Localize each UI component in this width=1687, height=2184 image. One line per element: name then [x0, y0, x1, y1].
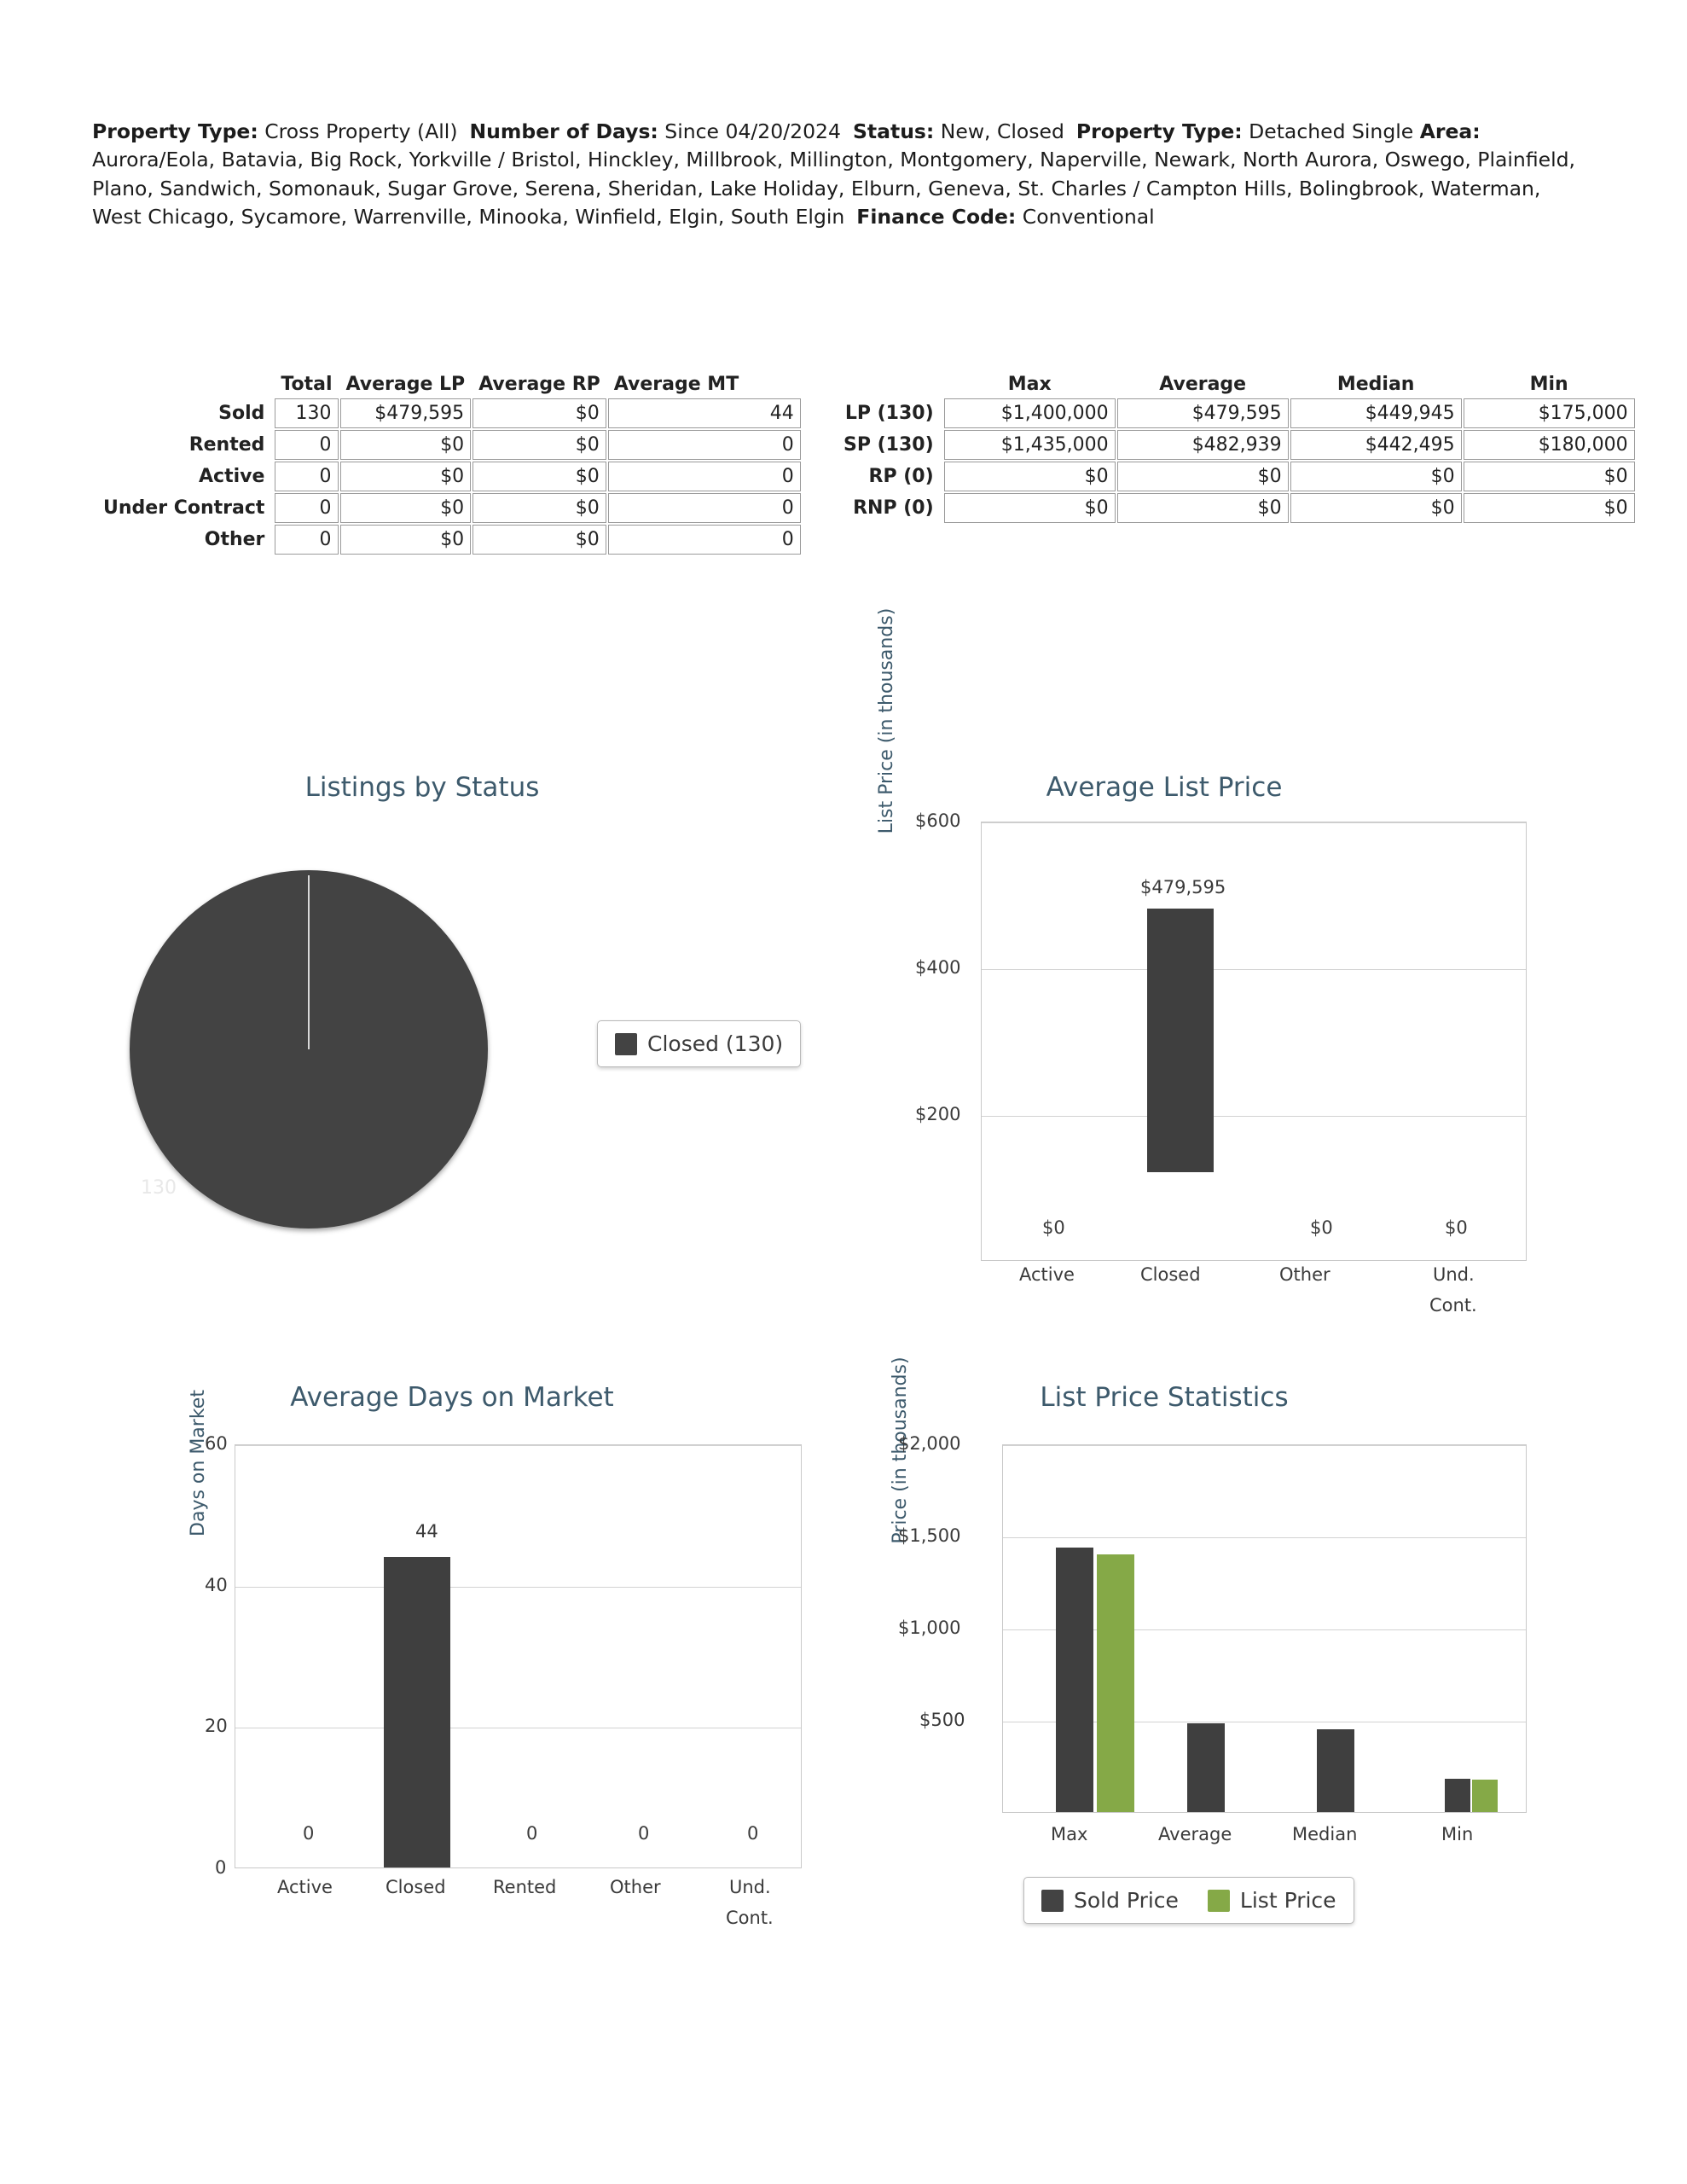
value-label-other-alp: $0	[1310, 1217, 1333, 1238]
xtick-undcont-dom-line1: Und.	[729, 1877, 771, 1897]
rp-min: $0	[1464, 462, 1635, 491]
value-label-closed-dom: 44	[415, 1521, 438, 1542]
ytick-1500: $1,500	[898, 1525, 961, 1546]
col-max: Max	[1007, 374, 1052, 395]
gridline-40	[235, 1587, 801, 1588]
active-total: 0	[275, 462, 338, 491]
under-contract-avg-mt: 0	[608, 493, 801, 523]
rp-median: $0	[1290, 462, 1462, 491]
status-summary-table	[96, 369, 803, 556]
sold-total: 130	[275, 398, 338, 428]
ytick-0: 0	[215, 1857, 227, 1878]
row-label-lp: LP (130)	[844, 403, 934, 424]
lp-median: $449,945	[1290, 398, 1462, 428]
col-min: Min	[1529, 374, 1568, 395]
xtick-other-alp: Other	[1279, 1264, 1330, 1285]
bar-median-sold-price[interactable]	[1317, 1729, 1354, 1812]
rented-total: 0	[275, 430, 338, 460]
plot-area-average-list-price	[981, 822, 1527, 1261]
row-label-other: Other	[204, 529, 265, 550]
pie-chart-listings-by-status	[130, 870, 496, 1237]
bar-max-sold-price[interactable]	[1056, 1548, 1093, 1812]
bar-max-list-price[interactable]	[1097, 1554, 1134, 1812]
legend-label-closed: Closed (130)	[647, 1031, 784, 1056]
table-row	[838, 493, 1635, 523]
bar-min-list-price[interactable]	[1472, 1780, 1498, 1812]
row-label-rented: Rented	[188, 434, 265, 456]
rp-average: $0	[1117, 462, 1289, 491]
under-contract-total: 0	[275, 493, 338, 523]
ytick-600: $600	[915, 810, 961, 831]
legend-item-closed[interactable]	[615, 1031, 783, 1056]
plot-area-list-price-statistics	[1002, 1444, 1527, 1813]
value-status: New, Closed	[934, 119, 1064, 143]
pie-legend	[597, 1020, 801, 1067]
ytick-20: 20	[205, 1716, 228, 1736]
col-average-lp: Average LP	[345, 374, 466, 395]
rnp-max: $0	[944, 493, 1116, 523]
value-label-undcont-dom: 0	[747, 1823, 759, 1844]
pie-slice-divider	[308, 875, 310, 1049]
label-property-type-2: Property Type:	[1075, 119, 1243, 143]
col-blank	[97, 370, 273, 397]
table-header-row	[838, 370, 1635, 397]
col-median: Median	[1336, 374, 1415, 395]
under-contract-avg-rp: $0	[472, 493, 606, 523]
xtick-rented-dom: Rented	[493, 1877, 557, 1897]
value-property-type-2: Detached Single	[1242, 119, 1414, 143]
xtick-active-alp: Active	[1019, 1264, 1075, 1285]
value-property-type: Cross Property (All)	[258, 119, 458, 143]
active-avg-rp: $0	[472, 462, 606, 491]
col-average-rp: Average RP	[478, 374, 600, 395]
value-label-closed-alp: $479,595	[1140, 877, 1226, 897]
y-axis-label-days-on-market: Days on Market	[188, 1390, 209, 1536]
legend-label-sold-price: Sold Price	[1074, 1888, 1179, 1913]
rented-avg-rp: $0	[472, 430, 606, 460]
legend-swatch-sold-price-icon	[1041, 1890, 1064, 1912]
col-average: Average	[1159, 374, 1247, 395]
legend-swatch-closed-icon	[615, 1033, 637, 1055]
sold-avg-rp: $0	[472, 398, 606, 428]
row-label-active: Active	[199, 466, 265, 487]
list-price-statistics-legend	[1023, 1877, 1354, 1924]
table-row	[97, 430, 801, 460]
col-average-mt: Average MT	[613, 374, 739, 395]
chart-title-list-price-statistics: List Price Statistics	[1040, 1382, 1289, 1413]
value-label-active-alp: $0	[1042, 1217, 1065, 1238]
active-avg-lp: $0	[340, 462, 472, 491]
chart-title-average-list-price: Average List Price	[1046, 772, 1283, 803]
sp-max: $1,435,000	[944, 430, 1116, 460]
table-row	[97, 398, 801, 428]
table-row	[838, 462, 1635, 491]
bar-closed-days-on-market[interactable]	[384, 1557, 450, 1867]
label-status: Status:	[852, 119, 935, 143]
bar-average-sold-price[interactable]	[1187, 1723, 1225, 1812]
chart-title-listings-by-status: Listings by Status	[304, 772, 540, 803]
legend-item-sold-price[interactable]	[1041, 1888, 1179, 1913]
ytick-400: $400	[915, 957, 961, 978]
rented-avg-mt: 0	[608, 430, 801, 460]
rented-avg-lp: $0	[340, 430, 472, 460]
xtick-closed-dom: Closed	[386, 1877, 446, 1897]
legend-swatch-list-price-icon	[1208, 1890, 1230, 1912]
table-row	[97, 525, 801, 555]
ytick-60: 60	[205, 1433, 228, 1454]
row-label-sold: Sold	[218, 403, 265, 424]
row-label-sp: SP (130)	[844, 434, 934, 456]
y-axis-label-price-thousands: Price (in thousands)	[890, 1356, 911, 1544]
search-criteria	[92, 118, 1593, 231]
bar-min-sold-price[interactable]	[1445, 1779, 1470, 1812]
xtick-undcont-alp-line1: Und.	[1433, 1264, 1475, 1285]
other-avg-rp: $0	[472, 525, 606, 555]
other-avg-mt: 0	[608, 525, 801, 555]
value-label-undcont-alp: $0	[1445, 1217, 1468, 1238]
active-avg-mt: 0	[608, 462, 801, 491]
table-row	[838, 430, 1635, 460]
table-header-row	[97, 370, 801, 397]
ytick-40: 40	[205, 1575, 228, 1595]
xtick-max-lps: Max	[1051, 1824, 1088, 1844]
bar-closed-average-list-price[interactable]	[1147, 909, 1214, 1172]
legend-label-list-price: List Price	[1239, 1888, 1336, 1913]
value-finance-code: Conventional	[1016, 205, 1155, 229]
value-label-active-dom: 0	[303, 1823, 315, 1844]
ytick-1000: $1,000	[898, 1618, 961, 1638]
gridline-2000	[1003, 1445, 1526, 1446]
value-label-rented-dom: 0	[526, 1823, 538, 1844]
xtick-undcont-dom-line2: Cont.	[726, 1908, 774, 1928]
gridline-200	[982, 1116, 1526, 1117]
table-row	[838, 398, 1635, 428]
xtick-active-dom: Active	[277, 1877, 333, 1897]
label-property-type: Property Type:	[92, 119, 258, 143]
criteria-line-1	[92, 119, 1420, 143]
lp-min: $175,000	[1464, 398, 1635, 428]
pie-slice-label-closed: 130	[141, 1177, 177, 1199]
table-row	[97, 493, 801, 523]
rnp-median: $0	[1290, 493, 1462, 523]
sp-median: $442,495	[1290, 430, 1462, 460]
table-row	[97, 462, 801, 491]
lp-average: $479,595	[1117, 398, 1289, 428]
value-area: Aurora/Eola, Batavia, Big Rock, Yorkville / Bristol, Hinckley, Millbrook, Millington, Montgomery, Naperville, Newark, North Aurora, Oswego, Plainfield, Plano, Sandwich, Somonauk, Sugar Grove, Serena, Sheridan, Lake Holiday, Elburn, Geneva, St. Charles / Campton Hills, Bolingbrook, Waterman, West Chicago, Sycamore, Warrenville, Minooka, Winfield, Elgin, South Elgin	[92, 148, 1575, 229]
other-avg-lp: $0	[340, 525, 472, 555]
value-number-of-days: Since 04/20/2024	[658, 119, 841, 143]
y-axis-label-average-list-price: List Price (in thousands)	[876, 607, 897, 834]
ytick-200: $200	[915, 1104, 961, 1124]
sold-avg-mt: 44	[608, 398, 801, 428]
ytick-2000: $2,000	[898, 1433, 961, 1454]
gridline-600	[982, 822, 1526, 823]
xtick-median-lps: Median	[1292, 1824, 1358, 1844]
col-blank	[838, 370, 942, 397]
gridline-400	[982, 969, 1526, 970]
row-label-rnp: RNP (0)	[853, 497, 934, 519]
plot-area-average-days-on-market	[235, 1444, 802, 1868]
under-contract-avg-lp: $0	[340, 493, 472, 523]
value-label-other-dom: 0	[638, 1823, 650, 1844]
chart-title-average-days-on-market: Average Days on Market	[290, 1382, 614, 1413]
other-total: 0	[275, 525, 338, 555]
price-statistics-table	[836, 369, 1637, 525]
xtick-min-lps: Min	[1441, 1824, 1474, 1844]
row-label-rp: RP (0)	[868, 466, 934, 487]
lp-max: $1,400,000	[944, 398, 1116, 428]
rp-max: $0	[944, 462, 1116, 491]
xtick-other-dom: Other	[610, 1877, 661, 1897]
xtick-closed-alp: Closed	[1140, 1264, 1201, 1285]
sp-average: $482,939	[1117, 430, 1289, 460]
ytick-500: $500	[919, 1710, 965, 1730]
xtick-undcont-alp-line2: Cont.	[1429, 1295, 1477, 1316]
label-area: Area:	[1419, 119, 1481, 143]
gridline-1500	[1003, 1537, 1526, 1538]
gridline-60	[235, 1445, 801, 1446]
legend-item-list-price[interactable]	[1208, 1888, 1336, 1913]
label-finance-code: Finance Code:	[856, 205, 1017, 229]
sold-avg-lp: $479,595	[340, 398, 472, 428]
label-number-of-days: Number of Days:	[469, 119, 658, 143]
rnp-min: $0	[1464, 493, 1635, 523]
xtick-average-lps: Average	[1158, 1824, 1232, 1844]
row-label-under-contract: Under Contract	[103, 497, 265, 519]
sp-min: $180,000	[1464, 430, 1635, 460]
rnp-average: $0	[1117, 493, 1289, 523]
col-total: Total	[281, 374, 333, 395]
